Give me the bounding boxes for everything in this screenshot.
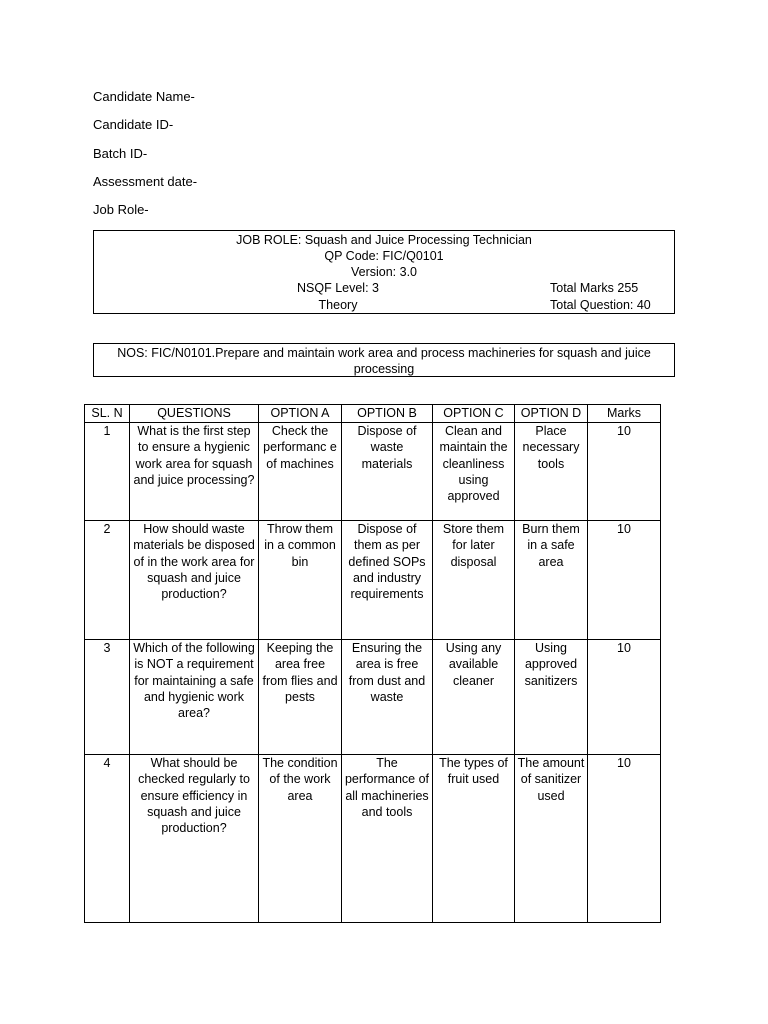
table-row (85, 640, 661, 755)
header-qp-code: QP Code: FIC/Q0101 (324, 249, 444, 263)
job-role-label: Job Role- (93, 202, 149, 217)
cell-option-d: Burn them in a safe area (515, 521, 588, 640)
cell-option-d: Place necessary tools (515, 423, 588, 521)
column-header-sl: SL. N (85, 405, 130, 423)
cell-question: Which of the following is NOT a requirement for maintaining a safe and hygienic work area? (130, 640, 259, 755)
cell-option-a: Throw them in a common bin (259, 521, 342, 640)
cell-question: How should waste materials be disposed of in the work area for squash and juice production? (130, 521, 259, 640)
column-header-marks: Marks (588, 405, 661, 423)
cell-question: What should be checked regularly to ensure efficiency in squash and juice production? (130, 755, 259, 923)
cell-sl: 2 (85, 521, 130, 640)
column-header-option-a: OPTION A (259, 405, 342, 423)
cell-option-a: Check the performanc e of machines (259, 423, 342, 521)
table-header-row (85, 405, 661, 423)
header-box (93, 230, 675, 314)
column-header-option-c: OPTION C (433, 405, 515, 423)
header-total-questions: Total Question: 40 (550, 298, 651, 312)
cell-marks: 10 (588, 521, 661, 640)
header-job-role: JOB ROLE: Squash and Juice Processing Technician (236, 233, 532, 247)
cell-sl: 3 (85, 640, 130, 755)
column-header-option-d: OPTION D (515, 405, 588, 423)
cell-option-b: Dispose of them as per defined SOPs and industry requirements (342, 521, 433, 640)
candidate-name-label: Candidate Name- (93, 89, 195, 104)
nos-box (93, 343, 675, 377)
table-row (85, 521, 661, 640)
cell-option-d: Using approved sanitizers (515, 640, 588, 755)
header-total-marks: Total Marks 255 (550, 281, 639, 295)
cell-option-a: Keeping the area free from flies and pests (259, 640, 342, 755)
cell-question: What is the first step to ensure a hygienic work area for squash and juice processing? (130, 423, 259, 521)
column-header-option-b: OPTION B (342, 405, 433, 423)
cell-marks: 10 (588, 755, 661, 923)
questions-table (84, 404, 661, 923)
header-version: Version: 3.0 (350, 265, 417, 279)
cell-option-c: Using any available cleaner (433, 640, 515, 755)
cell-marks: 10 (588, 640, 661, 755)
nos-text: NOS: FIC/N0101.Prepare and maintain work area and process machineries for squash and juice processing (117, 346, 651, 376)
cell-option-c: Store them for later disposal (433, 521, 515, 640)
header-nsqf-level: NSQF Level: 3 (297, 281, 379, 295)
table-row (85, 423, 661, 521)
candidate-id-label: Candidate ID- (93, 117, 174, 132)
batch-id-label: Batch ID- (93, 146, 148, 161)
cell-sl: 1 (85, 423, 130, 521)
table-row (85, 755, 661, 923)
cell-option-c: Clean and maintain the cleanliness using approved (433, 423, 515, 521)
cell-option-a: The condition of the work area (259, 755, 342, 923)
cell-option-b: Ensuring the area is free from dust and waste (342, 640, 433, 755)
assessment-date-label: Assessment date- (93, 174, 198, 189)
cell-option-d: The amount of sanitizer used (515, 755, 588, 923)
cell-option-c: The types of fruit used (433, 755, 515, 923)
header-theory: Theory (318, 298, 358, 312)
cell-option-b: The performance of all machineries and tools (342, 755, 433, 923)
cell-option-b: Dispose of waste materials (342, 423, 433, 521)
column-header-questions: QUESTIONS (130, 405, 259, 423)
cell-marks: 10 (588, 423, 661, 521)
cell-sl: 4 (85, 755, 130, 923)
